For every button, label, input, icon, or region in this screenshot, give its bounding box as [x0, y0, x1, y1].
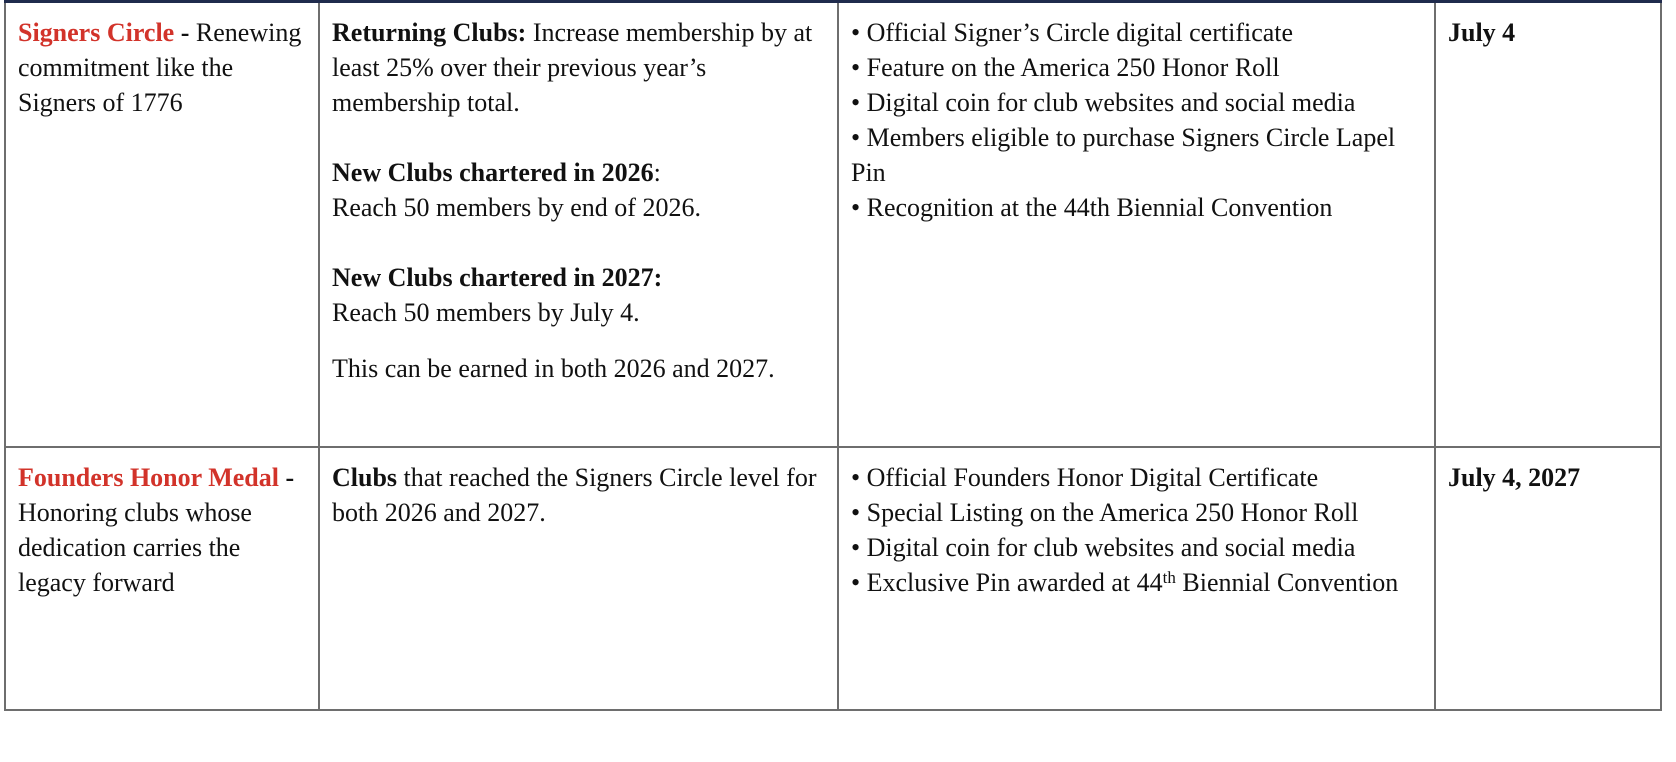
benefits-cell: [838, 447, 1435, 710]
criteria-label: Clubs: [332, 463, 398, 492]
benefit-item: • Special Listing on the America 250 Honor Roll: [851, 498, 1359, 527]
ordinal-suffix: th: [1162, 568, 1176, 587]
award-name: Signers Circle: [18, 18, 175, 47]
deadline: July 4, 2027: [1448, 463, 1581, 492]
criteria-new-2027: [332, 260, 825, 330]
criteria-cell: [319, 447, 838, 710]
award-separator: -: [174, 18, 196, 47]
award-separator: -: [278, 463, 295, 492]
criteria-text: Reach 50 members by July 4.: [332, 298, 640, 327]
award-description: Honoring clubs whose dedication carries the legacy forward: [18, 498, 252, 597]
criteria-text: Increase membership by at least 25% over their previous year’s membership total.: [332, 18, 813, 117]
awards-table: [4, 0, 1662, 711]
benefits-cell: [838, 2, 1435, 448]
award-name: Founders Honor Medal: [18, 463, 279, 492]
benefit-item: • Official Signer’s Circle digital certificate: [851, 18, 1294, 47]
deadline-cell: [1435, 447, 1661, 710]
award-cell: [5, 447, 319, 710]
award-description: Renewing commitment like the Signers of 1776: [18, 18, 302, 117]
criteria-new-2026: [332, 155, 825, 225]
table-row: [5, 2, 1661, 448]
table-row: [5, 447, 1661, 710]
award-cell: [5, 2, 319, 448]
criteria-returning: [332, 15, 825, 120]
criteria-clubs: [332, 460, 825, 530]
benefit-text: Biennial Convention: [1175, 568, 1399, 597]
criteria-colon: :: [653, 158, 661, 187]
benefit-item: • Digital coin for club websites and social media: [851, 533, 1356, 562]
deadline: July 4: [1448, 18, 1516, 47]
criteria-label: New Clubs chartered in 2027:: [332, 263, 663, 292]
criteria-cell: [319, 2, 838, 448]
benefit-item: • Official Founders Honor Digital Certificate: [851, 463, 1319, 492]
criteria-label: New Clubs chartered in 2026: [332, 158, 654, 187]
benefit-item: • Members eligible to purchase Signers Circle Lapel Pin: [851, 123, 1396, 187]
benefit-item: • Feature on the America 250 Honor Roll: [851, 53, 1280, 82]
benefit-item: • Digital coin for club websites and social media: [851, 88, 1356, 117]
criteria-note: This can be earned in both 2026 and 2027.: [332, 354, 775, 383]
criteria-text: that reached the Signers Circle level for both 2026 and 2027.: [332, 463, 817, 527]
criteria-label: Returning Clubs:: [332, 18, 527, 47]
benefit-text: • Exclusive Pin awarded at 44: [851, 568, 1163, 597]
criteria-text: Reach 50 members by end of 2026.: [332, 193, 701, 222]
deadline-cell: [1435, 2, 1661, 448]
benefit-item: [851, 565, 1422, 600]
benefit-item: • Recognition at the 44th Biennial Convention: [851, 193, 1333, 222]
